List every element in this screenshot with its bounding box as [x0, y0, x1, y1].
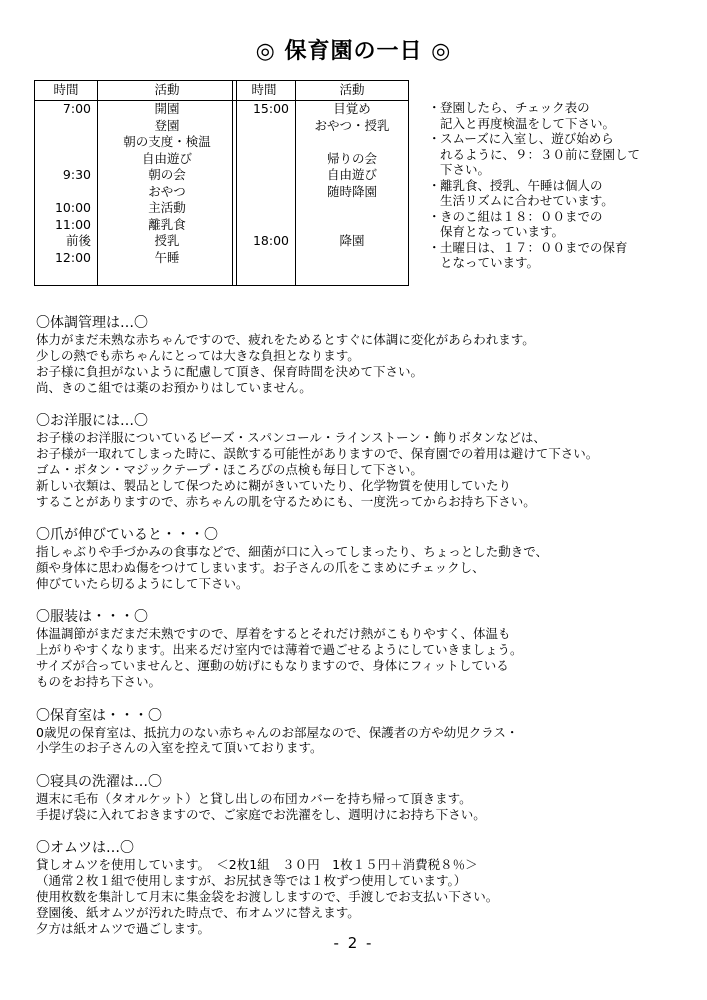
activity-cell: 登園	[154, 117, 180, 133]
bullet-icon: ・	[428, 100, 441, 115]
activity-cell: 開園	[154, 101, 180, 116]
activity-cell: 授乳	[154, 233, 180, 248]
note-text: 土曜日は、１７：００までの保育 となっています。	[440, 239, 628, 270]
section-heading: 〇オムツは…〇	[36, 840, 134, 857]
header-time: 時間	[233, 81, 296, 101]
time-cell	[233, 250, 295, 267]
section-body: 週末に毛布（タオルケット）と貸し出しの布団カバーを持ち帰って頂きます。 手提げ袋に入れておきますので、ご家庭でお洗濯をし、週明けにお持ち下さい。	[36, 790, 486, 822]
activity-cell: おやつ・授乳	[314, 117, 390, 133]
guidance-section	[36, 526, 686, 592]
time-cell: 18:00	[252, 233, 289, 248]
time-cell	[233, 184, 295, 201]
section-heading: 〇爪が伸びていると・・・〇	[36, 527, 218, 544]
guidance-section	[36, 773, 686, 823]
guidance-section	[36, 314, 686, 396]
time-cell: 7:00	[62, 101, 91, 116]
guidance-section	[36, 608, 686, 690]
section-heading: 〇体調管理は…〇	[36, 315, 148, 331]
section-heading: 〇お洋服には…〇	[36, 413, 148, 430]
activity-cell: 自由遊び	[326, 167, 377, 182]
activity-cell: 主活動	[148, 200, 186, 215]
header-activity: 活動	[296, 81, 409, 101]
section-body: 体力がまだ未熟な赤ちゃんですので、疲れをためるとすぐに体調に変化があらわれます。 少しの熱でも赤ちゃんにとっては大きな負担となります。 お子様に負担がないように配慮して頂き、保育時間を決めて下さい。 尚、きのこ組では薬のお預かりはしていません。	[36, 332, 535, 395]
notes-list	[428, 100, 700, 271]
activity-cell: 随時降園	[326, 183, 377, 199]
guidance-section	[36, 707, 686, 757]
time-cell	[35, 184, 97, 201]
section-heading: 〇保育室は・・・〇	[36, 707, 162, 724]
activity-cell: 朝の支度・検温	[123, 134, 211, 149]
note-item	[428, 131, 700, 178]
bullet-icon: ・	[428, 208, 441, 224]
time-cell	[233, 118, 295, 135]
note-item	[428, 178, 700, 209]
activity-cell: 目覚め	[333, 101, 371, 116]
guidance-section	[36, 839, 686, 937]
schedule-table-afternoon	[232, 80, 409, 286]
time-cell: 15:00	[252, 101, 289, 116]
activity-cell: 午睡	[154, 249, 180, 265]
note-item	[428, 209, 700, 240]
guidance-sections	[36, 314, 686, 953]
time-cell: 12:00	[54, 249, 91, 265]
time-cell: 9:30	[62, 167, 91, 182]
header-activity: 活動	[98, 81, 237, 101]
activity-cell	[296, 134, 408, 151]
time-cell	[233, 200, 295, 217]
note-text: 離乳食、授乳、午睡は個人の 生活リズムに合わせています。	[440, 177, 614, 208]
time-cell	[35, 118, 97, 135]
page-number: - 2 -	[333, 934, 374, 952]
activity-cell: 離乳食	[148, 216, 186, 232]
bullet-icon: ・	[428, 131, 441, 146]
time-cell: 10:00	[54, 200, 91, 215]
time-cell	[233, 167, 295, 184]
time-cell: 前後	[65, 233, 91, 248]
note-text: スムーズに入室し、遊び始めら れるように、９：３０前に登園して 下さい。	[440, 131, 641, 177]
time-cell	[233, 134, 295, 151]
activity-cell	[296, 217, 408, 234]
section-heading: 〇服装は・・・〇	[36, 609, 148, 626]
page-title: ◎ 保育園の一日 ◎	[255, 39, 452, 64]
activity-cell	[296, 200, 408, 217]
time-cell	[233, 151, 295, 168]
guidance-section	[36, 412, 686, 510]
activity-cell: 降園	[339, 233, 365, 248]
schedule-table-morning	[34, 80, 237, 286]
activity-cell: 帰りの会	[326, 150, 377, 166]
time-column	[233, 101, 295, 266]
activity-cell	[296, 250, 408, 267]
bullet-icon: ・	[428, 177, 441, 193]
time-cell	[35, 134, 97, 151]
activity-cell: 自由遊び	[141, 150, 192, 166]
section-body: 貸しオムツを使用しています。 ＜2枚1組 ３０円 1枚１５円＋消費税８％＞ （通常２枚１組で使用しますが、お尻拭き等では１枚ずつ使用しています。） 使用枚数を集計して月末に集金袋をお渡ししますので、手渡しでお支払い下さい。 登園後、紙オムツが汚れた時点で、布オムツに替えます。 夕方は紙オムツで過ごします。	[36, 857, 499, 936]
section-body: 体温調節がまだまだ未熟ですので、厚着をするとそれだけ熱がこもりやすく、体温も 上がりやすくなります。出来るだけ室内では薄着で過ごせるようにしていきましょう。 サイズが合っていませんと、運動の妨げにもなりますので、身体にフィットしている ものをお持ち下さい。	[36, 626, 523, 690]
note-item	[428, 240, 700, 271]
activity-column	[98, 101, 236, 266]
header-time: 時間	[35, 81, 98, 101]
note-text: 登園したら、チェック表の 記入と再度検温をして下さい。	[440, 100, 616, 131]
note-item	[428, 100, 700, 131]
section-heading: 〇寝具の洗濯は…〇	[36, 773, 162, 790]
bullet-icon: ・	[428, 239, 441, 255]
activity-column	[296, 101, 408, 266]
time-cell	[35, 151, 97, 168]
section-body: 指しゃぶりや手づかみの食事などで、細菌が口に入ってしまったり、ちょっとした動きで、 顔や身体に思わぬ傷をつけてしまいます。お子さんの爪をこまめにチェックし、 伸びていたら切るようにして下さい。	[36, 544, 549, 591]
time-cell: 11:00	[54, 216, 91, 232]
time-cell	[233, 217, 295, 234]
activity-cell: おやつ	[148, 183, 186, 199]
section-body: 0歳児の保育室は、抵抗力のない赤ちゃんのお部屋なので、保護者の方や幼児クラス・ 小学生のお子さんの入室を控えて頂いております。	[36, 724, 519, 756]
note-text: きのこ組は１８：００までの 保育となっています。	[440, 208, 603, 239]
section-body: お子様のお洋服についているビーズ・スパンコール・ラインストーン・飾りボタンなどは、 お子様が一取れてしまった時に、誤飲する可能性がありますので、保育園での着用は避けて下さい。 ゴム・ボタン・マジックテープ・ほころびの点検も毎日して下さい。 新しい衣類は、製品として保つために糊がきいていたり、化学物質を使用していたり することがありますので、赤ちゃんの肌を守るためにも、一度洗ってからお持ち下さい。	[36, 430, 599, 509]
time-column	[35, 101, 97, 266]
activity-cell: 朝の会	[148, 167, 186, 182]
